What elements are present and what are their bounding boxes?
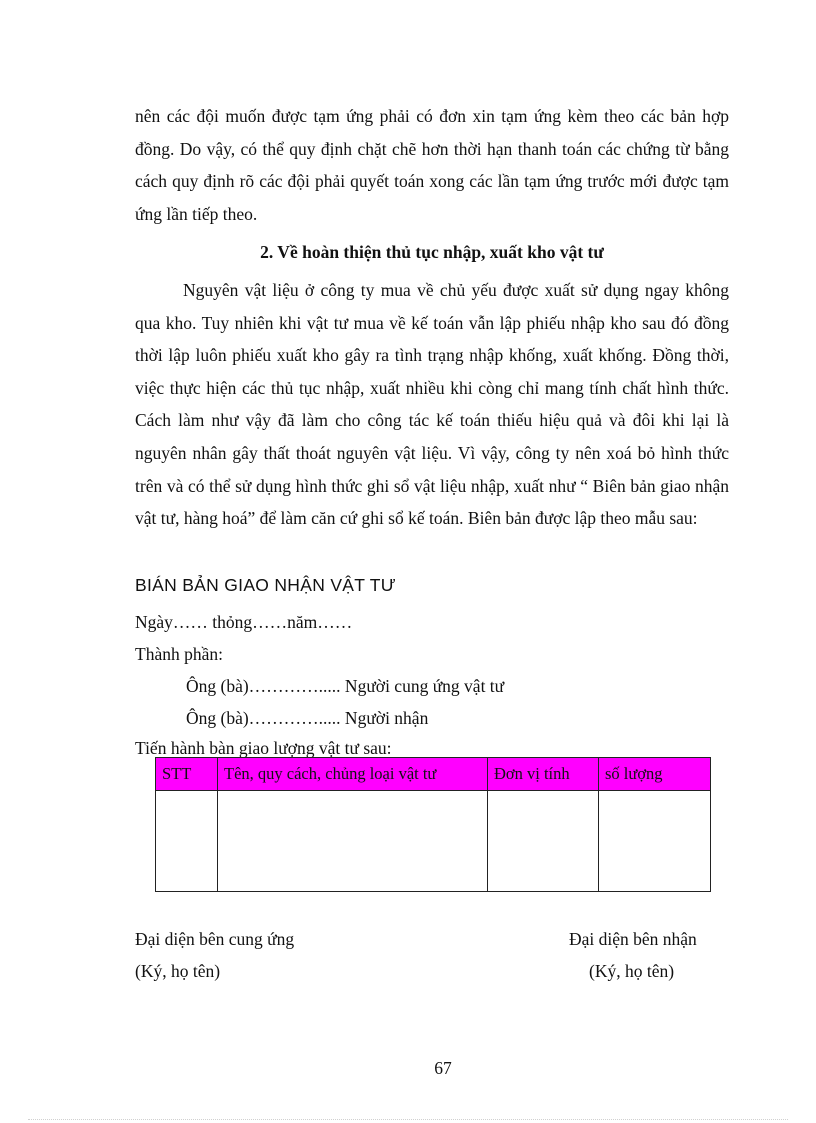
header-item-name: Tên, quy cách, chủng loại vật tư <box>218 758 488 791</box>
body-paragraph-2: Nguyên vật liệu ở công ty mua về chủ yếu được xuất sử dụng ngay không qua kho. Tuy nhiên khi vật tư mua về kế toán vẫn lập phiếu nhập kho sau đó đồng thời lập luôn phiếu xuất kho gây ra tình trạng nhập khống, xuất khống. Đồng thời, việc thực hiện các thủ tục nhập, xuất nhiều khi còng chỉ mang tính chất hình thức. Cách làm như vậy đã làm cho công tác kế toán thiếu hiệu quả và đôi khi lại là nguyên nhân gây thất thoát nguyên vật liệu. Vì vậy, công ty nên xoá bỏ hình thức trên và có thể sử dụng hình thức ghi sổ vật liệu nhập, xuất như “ Biên bản giao nhận vật tư, hàng hoá” để làm căn cứ ghi sổ kế toán. Biên bản được lập theo mẫu sau: <box>135 280 729 529</box>
cell-item-name <box>218 791 488 892</box>
table-header-row <box>156 758 711 791</box>
body-paragraph-1: nên các đội muốn được tạm ứng phải có đơn xin tạm ứng kèm theo các bản hợp đồng. Do vậy, có thể quy định chặt chẽ hơn thời hạn thanh toán các chứng từ bằng cách quy định rõ các đội phải quyết toán xong các lần tạm ứng trước mới được tạm ứng lần tiếp theo. <box>135 106 729 224</box>
form-member-supplier: Ông (bà)…………..... Người cung ứng vật tư <box>186 676 505 696</box>
signature-receiver-note: (Ký, họ tên) <box>589 961 675 981</box>
header-stt: STT <box>156 758 218 791</box>
materials-table <box>155 757 711 892</box>
header-quantity: số lượng <box>599 758 711 791</box>
section-heading: 2. Về hoàn thiện thủ tục nhập, xuất kho vật tư <box>260 242 604 262</box>
header-unit: Đơn vị tính <box>488 758 599 791</box>
form-title: BIÁN BẢN GIAO NHẬN VẬT TƯ <box>135 575 397 595</box>
form-members-label: Thành phần: <box>135 644 223 664</box>
footer-divider <box>28 1119 788 1120</box>
cell-quantity <box>599 791 711 892</box>
table-row <box>156 791 711 892</box>
signature-supplier-title: Đại diện bên cung ứng <box>135 929 295 949</box>
signature-receiver-title: Đại diện bên nhận <box>569 929 697 949</box>
cell-unit <box>488 791 599 892</box>
form-member-receiver: Ông (bà)…………..... Người nhận <box>186 708 429 728</box>
page-number: 67 <box>434 1058 452 1078</box>
signature-supplier-note: (Ký, họ tên) <box>135 961 221 981</box>
form-intro-line: Tiến hành bàn giao lượng vật tư sau: <box>135 738 392 758</box>
form-date-line: Ngày…… thỏng……năm…… <box>135 612 353 632</box>
cell-stt <box>156 791 218 892</box>
